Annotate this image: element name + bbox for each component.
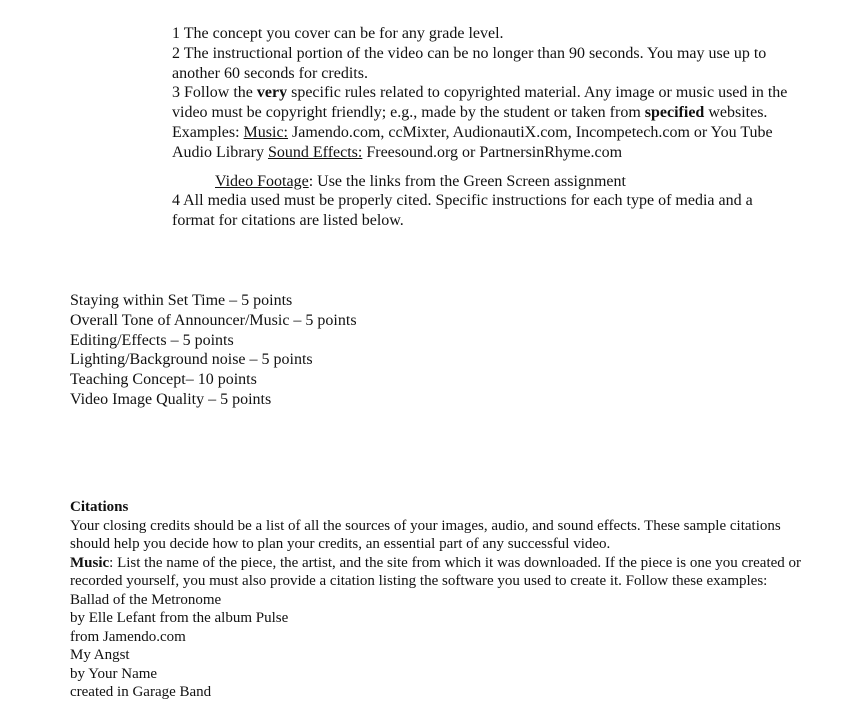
rule-4: 4 All media used must be properly cited. Specific instructions for each type of media and a format for citations are listed below. [172, 192, 753, 230]
video-footage-line [172, 172, 797, 192]
citations-section [70, 498, 805, 702]
music-instructions-text: : List the name of the piece, the artist, and the site from which it was downloaded. If the piece is one you created or recorded yourself, you must also provide a citation listing the software you used to create it. Follow these examples: [70, 554, 802, 589]
music-label: Music: [243, 123, 288, 141]
rule-1: 1 The concept you cover can be for any grade level. [172, 25, 504, 42]
points-item: Staying within Set Time – 5 points [70, 292, 293, 309]
rule-3-text: specific rules related to copyrighted material. Any image or music used in the video must be copyright friendly; e.g., made by the student or taken from [172, 84, 788, 122]
rule-2: 2 The instructional portion of the video can be no longer than 90 seconds. You may use up to another 60 seconds for credits. [172, 44, 767, 82]
points-item: Overall Tone of Announcer/Music – 5 points [70, 311, 357, 329]
rule-3-text: 3 Follow the [172, 84, 257, 102]
rule-3-text: websites. Examples: [172, 104, 768, 141]
points-item: Teaching Concept– 10 points [70, 371, 257, 389]
points-item: Editing/Effects – 5 points [70, 331, 234, 349]
rule-3 [172, 83, 797, 162]
citations-intro: Your closing credits should be a list of all the sources of your images, audio, and sound effects. These sample citations should help you decide how to plan your credits, an essential part of any successful video. [70, 517, 781, 552]
points-item: Video Image Quality – 5 points [70, 390, 272, 408]
citation-example-line: My Angst [70, 647, 130, 663]
video-footage-label: Video Footage [215, 172, 309, 190]
music-instructions [70, 554, 805, 591]
video-footage-text: : Use the links from the Green Screen assignment [308, 172, 626, 190]
citation-example-line: created in Garage Band [70, 684, 212, 700]
sound-effects-label: Sound Effects: [267, 143, 363, 161]
music-sites: Jamendo.com, ccMixter, AudionautiX.com, Incompetech.com or You Tube Audio Library [172, 123, 773, 161]
music-heading: Music [70, 554, 110, 571]
grading-points-list [70, 291, 357, 410]
citation-example-line: by Elle Lefant from the album Pulse [70, 610, 289, 626]
sound-effects-sites: Freesound.org or PartnersinRhyme.com [362, 143, 623, 161]
emphasis-specified: specified [644, 104, 705, 122]
citation-example-line: Ballad of the Metronome [70, 591, 222, 608]
assignment-rules [172, 24, 797, 231]
citation-example-line: from Jamendo.com [70, 628, 186, 645]
citation-example-line: by Your Name [70, 665, 158, 682]
emphasis-very: very [256, 84, 288, 102]
citations-heading: Citations [70, 499, 129, 515]
points-item: Lighting/Background noise – 5 points [70, 351, 313, 369]
